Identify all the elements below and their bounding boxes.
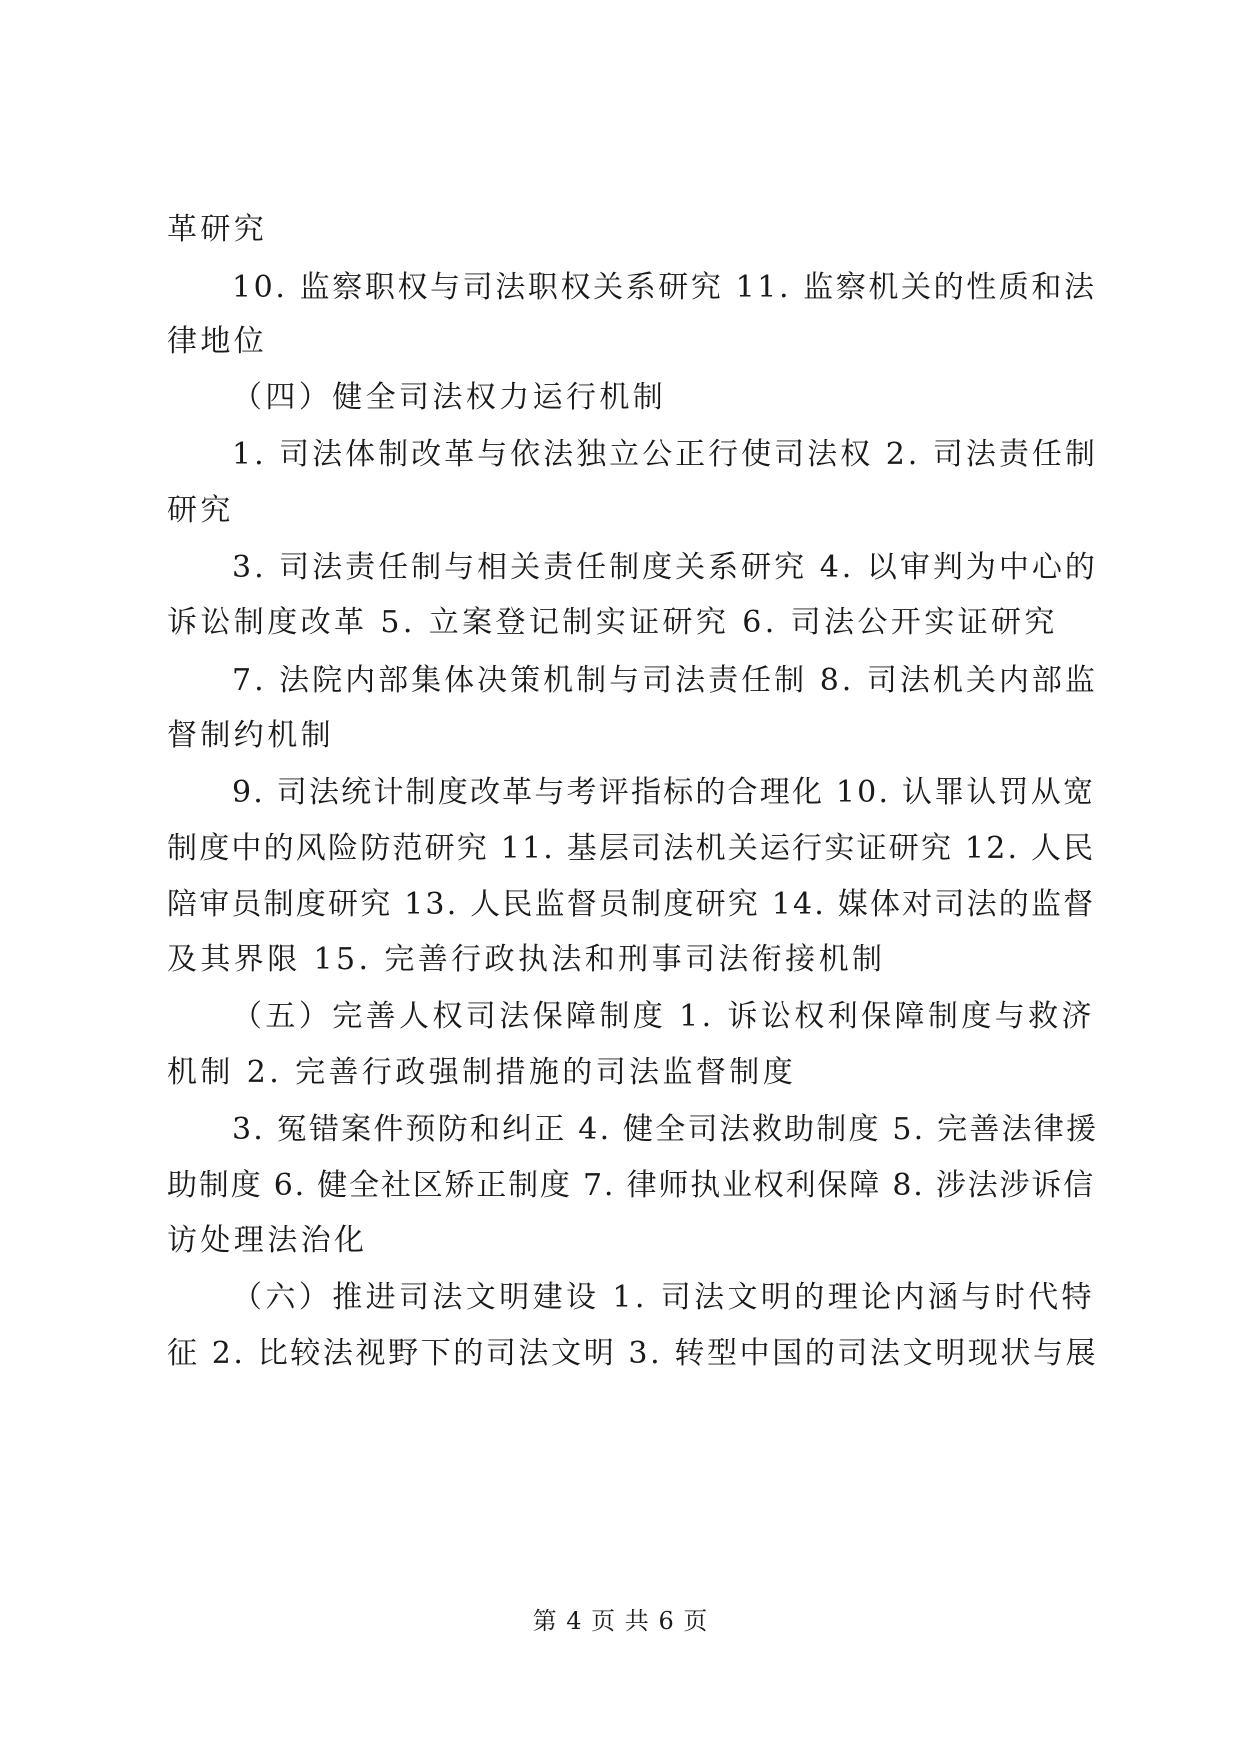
text-line-10: 督制约机制 bbox=[167, 718, 334, 753]
text-line-11: 9. 司法统计制度改革与考评指标的合理化 10. 认罪认罚从宽 bbox=[232, 775, 1096, 810]
text-line-1: 革研究 bbox=[167, 212, 268, 247]
text-line-13: 陪审员制度研究 13. 人民监督员制度研究 14. 媒体对司法的监督 bbox=[167, 887, 1096, 922]
section-heading-5: （五）完善人权司法保障制度 1. 诉讼权利保障制度与救济 bbox=[232, 999, 1095, 1034]
page-number-footer: 第 4 页 共 6 页 bbox=[532, 1607, 709, 1635]
text-line-17: 3. 冤错案件预防和纠正 4. 健全司法救助制度 5. 完善法律援 bbox=[232, 1112, 1099, 1147]
text-line-16: 机制 2. 完善行政强制措施的司法监督制度 bbox=[167, 1055, 797, 1090]
text-line-2: 10. 监察职权与司法职权关系研究 11. 监察机关的性质和法 bbox=[232, 270, 1097, 305]
text-line-5: 1. 司法体制改革与依法独立公正行使司法权 2. 司法责任制 bbox=[232, 437, 1098, 472]
text-line-12: 制度中的风险防范研究 11. 基层司法机关运行实证研究 12. 人民 bbox=[167, 831, 1096, 866]
section-heading-6: （六）推进司法文明建设 1. 司法文明的理论内涵与时代特 bbox=[232, 1280, 1095, 1315]
text-line-6: 研究 bbox=[167, 493, 234, 528]
text-line-9: 7. 法院内部集体决策机制与司法责任制 8. 司法机关内部监 bbox=[232, 663, 1098, 698]
section-heading-4: （四）健全司法权力运行机制 bbox=[232, 380, 667, 415]
text-line-14: 及其界限 15. 完善行政执法和刑事司法衔接机制 bbox=[167, 942, 886, 977]
text-line-3: 律地位 bbox=[167, 324, 268, 359]
text-line-19: 访处理法治化 bbox=[167, 1223, 368, 1258]
text-line-21: 征 2. 比较法视野下的司法文明 3. 转型中国的司法文明现状与展 bbox=[167, 1336, 1099, 1371]
text-line-18: 助制度 6. 健全社区矫正制度 7. 律师执业权利保障 8. 涉法涉诉信 bbox=[167, 1168, 1095, 1203]
text-line-7: 3. 司法责任制与相关责任制度关系研究 4. 以审判为中心的 bbox=[232, 550, 1098, 585]
text-line-8: 诉讼制度改革 5. 立案登记制实证研究 6. 司法公开实证研究 bbox=[167, 605, 1058, 640]
